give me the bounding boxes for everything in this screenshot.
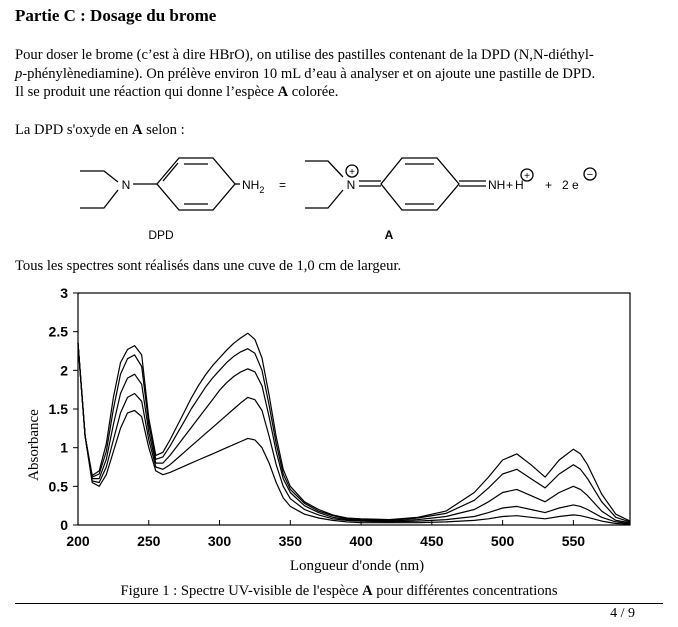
a-nitrogen: N <box>346 178 356 192</box>
intro-paragraph <box>15 46 665 102</box>
scheme-plus-1: + <box>506 178 514 192</box>
footer-rule <box>15 603 663 604</box>
plot-area <box>78 293 630 525</box>
intro-line-3 <box>15 83 665 102</box>
x-tick-label: 500 <box>490 533 515 549</box>
spectrum-line-c1 <box>78 343 630 524</box>
plus-charge-icon: + <box>349 167 355 178</box>
dpd-amine-group: $NH_2$ <box>242 178 265 195</box>
uv-vis-spectrum-chart <box>0 280 678 580</box>
a-imine-nh: NH <box>488 178 506 192</box>
y-tick-label: 0.5 <box>48 478 68 495</box>
y-tick-label: 3 <box>60 285 68 301</box>
section-heading: Partie C : Dosage du brome <box>15 6 217 25</box>
figure-caption <box>0 583 678 600</box>
y-tick-label: 2 <box>60 362 68 379</box>
caption-post: pour différentes concentrations <box>372 583 558 599</box>
x-tick-label: 350 <box>278 533 302 549</box>
y-tick-label: 1 <box>60 439 68 456</box>
x-tick-label: 200 <box>66 533 90 549</box>
oxidation-post: selon : <box>142 122 185 138</box>
y-axis <box>49 285 78 533</box>
intro-line-2-text: -phénylènediamine). On prélève environ 10 mL d’eau à analyser et on ajoute une pastille de DPD. <box>22 65 596 82</box>
x-tick-label: 550 <box>561 533 586 549</box>
dpd-double-bond-3 <box>163 163 178 181</box>
y-axis-label: Absorbance <box>26 409 42 481</box>
spectrum-line-c2 <box>78 343 630 523</box>
page-number: 4 / 9 <box>610 606 635 621</box>
a-quinoid-ring <box>381 158 459 210</box>
label-a: A <box>384 228 394 242</box>
para-italic-p: p <box>15 65 23 82</box>
two-electrons: 2 e <box>562 178 579 192</box>
equals-sign: = <box>279 178 287 192</box>
x-axis <box>66 520 585 549</box>
dpd-ethyl-top <box>80 171 118 182</box>
scheme-plus-2: + <box>545 178 553 192</box>
proton-h: H <box>515 178 524 192</box>
plot-frame <box>78 293 630 525</box>
a-ethyl-top <box>305 161 343 177</box>
label-dpd: DPD <box>148 228 174 242</box>
caption-pre: Figure 1 : Spectre UV-visible de l'espèce <box>120 583 363 599</box>
oxidation-species-a: A <box>131 122 143 138</box>
x-tick-label: 450 <box>420 533 444 549</box>
x-axis-label: Longueur d'onde (nm) <box>289 558 425 574</box>
dpd-ethyl-bottom <box>80 190 118 208</box>
proton-charge-icon: + <box>524 171 530 182</box>
y-tick-label: 2.5 <box>48 323 68 340</box>
y-tick-label: 1.5 <box>48 401 68 417</box>
electron-charge-icon: − <box>586 169 594 181</box>
dpd-nitrogen: N <box>121 178 131 192</box>
intro-line-3-pre: Il se produit une réaction qui donne l’espèce <box>15 84 278 100</box>
spectrum-line-c4 <box>78 343 630 522</box>
caption-species-a: A <box>362 583 373 599</box>
spectrum-line-c3 <box>78 343 630 522</box>
x-tick-label: 400 <box>349 533 373 549</box>
species-a-ref: A <box>277 84 289 100</box>
intro-line-3-post: colorée. <box>288 84 339 100</box>
intro-line-2 <box>15 65 665 84</box>
a-ethyl-bottom <box>305 190 343 208</box>
dpd-structure <box>80 158 240 210</box>
y-tick-label: 0 <box>60 517 68 533</box>
dpd-benzene-ring <box>157 158 235 210</box>
spectra-note <box>15 257 665 276</box>
spectrum-line-c5 <box>78 333 630 521</box>
series-group <box>78 333 630 524</box>
oxidation-sentence <box>15 121 665 140</box>
reaction-scheme <box>0 145 678 245</box>
oxidation-pre: La DPD s'oxyde en <box>15 122 132 138</box>
intro-line-1: Pour doser le brome (c’est à dire HBrO), on utilise des pastilles contenant de la DPD (N,N-diéthyl- <box>15 47 594 63</box>
x-tick-label: 250 <box>137 533 161 549</box>
x-tick-label: 300 <box>207 533 232 549</box>
spectra-note-text: Tous les spectres sont réalisés dans une cuve de 1,0 cm de largeur. <box>15 258 402 274</box>
